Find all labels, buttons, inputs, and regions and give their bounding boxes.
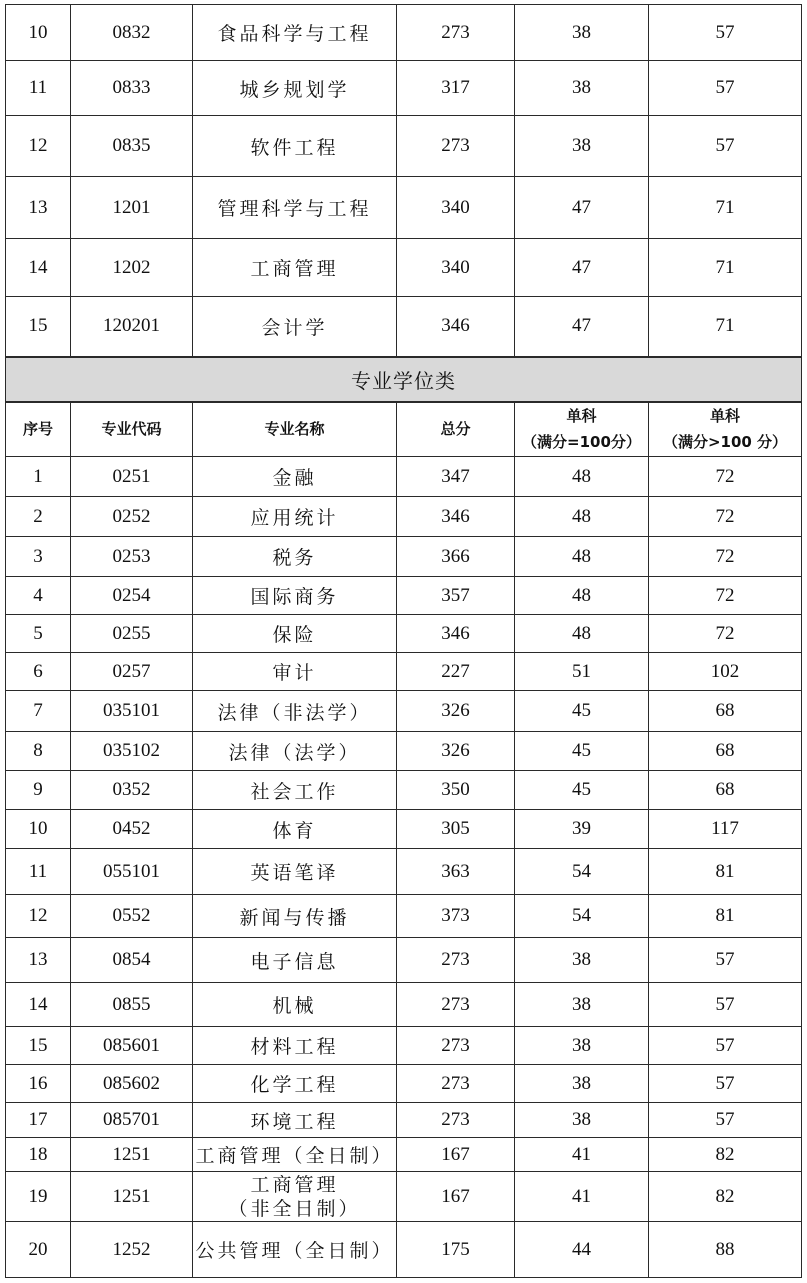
header-label-line2: （满分>100 分） bbox=[662, 433, 788, 452]
table-row bbox=[6, 61, 802, 116]
single-subject-over100-cell: 68 bbox=[649, 732, 802, 771]
single-subject-100-cell: 45 bbox=[515, 732, 649, 771]
row-index-cell: 12 bbox=[6, 895, 71, 938]
major-name-cell: 机械 bbox=[193, 983, 397, 1027]
major-code-cell: 0855 bbox=[71, 983, 193, 1027]
row-index-cell: 11 bbox=[6, 849, 71, 895]
row-index-cell: 13 bbox=[6, 938, 71, 983]
row-index-cell: 16 bbox=[6, 1065, 71, 1103]
table-row bbox=[6, 615, 802, 653]
single-subject-100-cell: 38 bbox=[515, 1027, 649, 1065]
single-subject-100-cell: 38 bbox=[515, 983, 649, 1027]
table-row bbox=[6, 732, 802, 771]
single-subject-100-cell: 54 bbox=[515, 849, 649, 895]
table-row bbox=[6, 895, 802, 938]
single-subject-over100-cell: 72 bbox=[649, 457, 802, 497]
row-index-cell: 10 bbox=[6, 810, 71, 849]
row-index-cell: 8 bbox=[6, 732, 71, 771]
total-score-cell: 326 bbox=[397, 691, 515, 732]
major-name-cell: 公共管理（全日制） bbox=[193, 1222, 397, 1278]
single-subject-over100-cell: 71 bbox=[649, 239, 802, 297]
major-name-cell: 应用统计 bbox=[193, 497, 397, 537]
header-label-line1: 单科 bbox=[566, 407, 597, 426]
major-code-cell: 085601 bbox=[71, 1027, 193, 1065]
major-code-cell: 0253 bbox=[71, 537, 193, 577]
major-name-line1: 工商管理 bbox=[250, 1173, 339, 1196]
table-row bbox=[6, 497, 802, 537]
single-subject-100-cell: 48 bbox=[515, 457, 649, 497]
major-name-line2: （非全日制） bbox=[228, 1197, 361, 1220]
major-code-cell: 1201 bbox=[71, 177, 193, 239]
table-row bbox=[6, 177, 802, 239]
single-subject-100-cell: 38 bbox=[515, 61, 649, 116]
total-score-cell: 167 bbox=[397, 1172, 515, 1222]
major-name-cell: 工商管理 bbox=[193, 239, 397, 297]
major-code-cell: 0352 bbox=[71, 771, 193, 810]
total-score-cell: 305 bbox=[397, 810, 515, 849]
header-index: 序号 bbox=[6, 402, 71, 457]
table-row bbox=[6, 577, 802, 615]
single-subject-over100-cell: 72 bbox=[649, 537, 802, 577]
major-name-cell: 食品科学与工程 bbox=[193, 5, 397, 61]
single-subject-over100-cell: 71 bbox=[649, 297, 802, 357]
total-score-cell: 317 bbox=[397, 61, 515, 116]
total-score-cell: 340 bbox=[397, 239, 515, 297]
table-row bbox=[6, 1222, 802, 1278]
major-code-cell: 085701 bbox=[71, 1103, 193, 1138]
single-subject-over100-cell: 57 bbox=[649, 1103, 802, 1138]
total-score-cell: 273 bbox=[397, 983, 515, 1027]
row-index-cell: 11 bbox=[6, 61, 71, 116]
major-name-cell: 国际商务 bbox=[193, 577, 397, 615]
major-code-cell: 0252 bbox=[71, 497, 193, 537]
major-name-cell: 工商管理（全日制） bbox=[193, 1138, 397, 1172]
table-row bbox=[6, 653, 802, 691]
single-subject-over100-cell: 72 bbox=[649, 577, 802, 615]
single-subject-over100-cell: 68 bbox=[649, 771, 802, 810]
table-row bbox=[6, 1027, 802, 1065]
table-row bbox=[6, 1172, 802, 1222]
total-score-cell: 347 bbox=[397, 457, 515, 497]
total-score-cell: 273 bbox=[397, 1065, 515, 1103]
total-score-cell: 373 bbox=[397, 895, 515, 938]
single-subject-over100-cell: 57 bbox=[649, 938, 802, 983]
total-score-cell: 346 bbox=[397, 297, 515, 357]
table-row bbox=[6, 938, 802, 983]
major-code-cell: 120201 bbox=[71, 297, 193, 357]
major-name-cell: 化学工程 bbox=[193, 1065, 397, 1103]
single-subject-over100-cell: 72 bbox=[649, 497, 802, 537]
major-code-cell: 0251 bbox=[71, 457, 193, 497]
major-name-cell: 电子信息 bbox=[193, 938, 397, 983]
single-subject-100-cell: 38 bbox=[515, 1103, 649, 1138]
single-subject-over100-cell: 68 bbox=[649, 691, 802, 732]
total-score-cell: 366 bbox=[397, 537, 515, 577]
single-subject-100-cell: 41 bbox=[515, 1172, 649, 1222]
major-code-cell: 0254 bbox=[71, 577, 193, 615]
single-subject-100-cell: 45 bbox=[515, 691, 649, 732]
total-score-cell: 273 bbox=[397, 938, 515, 983]
table-row bbox=[6, 849, 802, 895]
total-score-cell: 346 bbox=[397, 497, 515, 537]
table-row bbox=[6, 537, 802, 577]
single-subject-100-cell: 44 bbox=[515, 1222, 649, 1278]
section-title: 专业学位类 bbox=[6, 357, 802, 402]
row-index-cell: 1 bbox=[6, 457, 71, 497]
total-score-cell: 273 bbox=[397, 1103, 515, 1138]
header-single-100 bbox=[515, 402, 649, 457]
single-subject-over100-cell: 82 bbox=[649, 1138, 802, 1172]
table-row bbox=[6, 691, 802, 732]
row-index-cell: 7 bbox=[6, 691, 71, 732]
row-index-cell: 5 bbox=[6, 615, 71, 653]
total-score-cell: 273 bbox=[397, 1027, 515, 1065]
single-subject-100-cell: 38 bbox=[515, 5, 649, 61]
single-subject-100-cell: 48 bbox=[515, 615, 649, 653]
row-index-cell: 15 bbox=[6, 297, 71, 357]
single-subject-100-cell: 48 bbox=[515, 537, 649, 577]
major-name-cell: 英语笔译 bbox=[193, 849, 397, 895]
single-subject-100-cell: 47 bbox=[515, 177, 649, 239]
major-name-cell: 会计学 bbox=[193, 297, 397, 357]
table-row bbox=[6, 810, 802, 849]
table-row bbox=[6, 1065, 802, 1103]
row-index-cell: 12 bbox=[6, 116, 71, 177]
header-total: 总分 bbox=[397, 402, 515, 457]
row-index-cell: 14 bbox=[6, 239, 71, 297]
single-subject-over100-cell: 71 bbox=[649, 177, 802, 239]
major-code-cell: 0832 bbox=[71, 5, 193, 61]
single-subject-over100-cell: 81 bbox=[649, 849, 802, 895]
single-subject-100-cell: 38 bbox=[515, 116, 649, 177]
major-name-cell: 城乡规划学 bbox=[193, 61, 397, 116]
row-index-cell: 15 bbox=[6, 1027, 71, 1065]
header-name: 专业名称 bbox=[193, 402, 397, 457]
score-table-body bbox=[6, 5, 802, 1278]
total-score-cell: 175 bbox=[397, 1222, 515, 1278]
major-name-cell: 软件工程 bbox=[193, 116, 397, 177]
single-subject-over100-cell: 117 bbox=[649, 810, 802, 849]
major-name-cell: 社会工作 bbox=[193, 771, 397, 810]
single-subject-100-cell: 48 bbox=[515, 577, 649, 615]
row-index-cell: 10 bbox=[6, 5, 71, 61]
major-name-cell bbox=[193, 1172, 397, 1222]
table-row bbox=[6, 116, 802, 177]
total-score-cell: 326 bbox=[397, 732, 515, 771]
row-index-cell: 4 bbox=[6, 577, 71, 615]
major-name-cell: 法律（法学） bbox=[193, 732, 397, 771]
major-code-cell: 1252 bbox=[71, 1222, 193, 1278]
single-subject-over100-cell: 82 bbox=[649, 1172, 802, 1222]
major-code-cell: 0833 bbox=[71, 61, 193, 116]
row-index-cell: 6 bbox=[6, 653, 71, 691]
header-label-line1: 单科 bbox=[709, 407, 740, 426]
row-index-cell: 2 bbox=[6, 497, 71, 537]
single-subject-100-cell: 39 bbox=[515, 810, 649, 849]
single-subject-over100-cell: 88 bbox=[649, 1222, 802, 1278]
table-row bbox=[6, 983, 802, 1027]
major-name-cell: 管理科学与工程 bbox=[193, 177, 397, 239]
major-name-cell: 税务 bbox=[193, 537, 397, 577]
header-row bbox=[6, 402, 802, 457]
header-code: 专业代码 bbox=[71, 402, 193, 457]
single-subject-100-cell: 38 bbox=[515, 1065, 649, 1103]
major-code-cell: 1251 bbox=[71, 1138, 193, 1172]
major-code-cell: 035102 bbox=[71, 732, 193, 771]
major-code-cell: 0854 bbox=[71, 938, 193, 983]
major-code-cell: 055101 bbox=[71, 849, 193, 895]
major-code-cell: 085602 bbox=[71, 1065, 193, 1103]
total-score-cell: 167 bbox=[397, 1138, 515, 1172]
row-index-cell: 13 bbox=[6, 177, 71, 239]
single-subject-100-cell: 48 bbox=[515, 497, 649, 537]
major-code-cell: 1202 bbox=[71, 239, 193, 297]
single-subject-over100-cell: 81 bbox=[649, 895, 802, 938]
major-code-cell: 0255 bbox=[71, 615, 193, 653]
table-row bbox=[6, 297, 802, 357]
single-subject-over100-cell: 57 bbox=[649, 5, 802, 61]
single-subject-100-cell: 54 bbox=[515, 895, 649, 938]
major-name-cell: 金融 bbox=[193, 457, 397, 497]
major-code-cell: 0257 bbox=[71, 653, 193, 691]
row-index-cell: 18 bbox=[6, 1138, 71, 1172]
major-code-cell: 035101 bbox=[71, 691, 193, 732]
single-subject-100-cell: 45 bbox=[515, 771, 649, 810]
table-row bbox=[6, 239, 802, 297]
table-row bbox=[6, 5, 802, 61]
total-score-cell: 346 bbox=[397, 615, 515, 653]
total-score-cell: 273 bbox=[397, 116, 515, 177]
single-subject-over100-cell: 57 bbox=[649, 1065, 802, 1103]
row-index-cell: 14 bbox=[6, 983, 71, 1027]
row-index-cell: 17 bbox=[6, 1103, 71, 1138]
major-name-cell: 审计 bbox=[193, 653, 397, 691]
header-single-over100 bbox=[649, 402, 802, 457]
single-subject-over100-cell: 102 bbox=[649, 653, 802, 691]
major-name-cell: 保险 bbox=[193, 615, 397, 653]
major-name-cell: 体育 bbox=[193, 810, 397, 849]
major-code-cell: 0835 bbox=[71, 116, 193, 177]
row-index-cell: 9 bbox=[6, 771, 71, 810]
table-row bbox=[6, 1103, 802, 1138]
single-subject-100-cell: 47 bbox=[515, 297, 649, 357]
total-score-cell: 273 bbox=[397, 5, 515, 61]
section-row bbox=[6, 357, 802, 402]
total-score-cell: 363 bbox=[397, 849, 515, 895]
single-subject-over100-cell: 57 bbox=[649, 1027, 802, 1065]
single-subject-100-cell: 47 bbox=[515, 239, 649, 297]
single-subject-100-cell: 51 bbox=[515, 653, 649, 691]
table-row bbox=[6, 1138, 802, 1172]
single-subject-over100-cell: 57 bbox=[649, 116, 802, 177]
single-subject-100-cell: 38 bbox=[515, 938, 649, 983]
header-label-line2: （满分=100分） bbox=[522, 433, 641, 452]
single-subject-over100-cell: 57 bbox=[649, 983, 802, 1027]
total-score-cell: 350 bbox=[397, 771, 515, 810]
single-subject-over100-cell: 57 bbox=[649, 61, 802, 116]
row-index-cell: 20 bbox=[6, 1222, 71, 1278]
major-name-cell: 法律（非法学） bbox=[193, 691, 397, 732]
major-name-cell: 环境工程 bbox=[193, 1103, 397, 1138]
major-code-cell: 0452 bbox=[71, 810, 193, 849]
row-index-cell: 3 bbox=[6, 537, 71, 577]
major-code-cell: 1251 bbox=[71, 1172, 193, 1222]
major-name-cell: 材料工程 bbox=[193, 1027, 397, 1065]
major-code-cell: 0552 bbox=[71, 895, 193, 938]
row-index-cell: 19 bbox=[6, 1172, 71, 1222]
total-score-cell: 357 bbox=[397, 577, 515, 615]
score-table bbox=[5, 4, 802, 1278]
total-score-cell: 340 bbox=[397, 177, 515, 239]
table-row bbox=[6, 457, 802, 497]
table-row bbox=[6, 771, 802, 810]
single-subject-100-cell: 41 bbox=[515, 1138, 649, 1172]
single-subject-over100-cell: 72 bbox=[649, 615, 802, 653]
major-name-cell: 新闻与传播 bbox=[193, 895, 397, 938]
total-score-cell: 227 bbox=[397, 653, 515, 691]
